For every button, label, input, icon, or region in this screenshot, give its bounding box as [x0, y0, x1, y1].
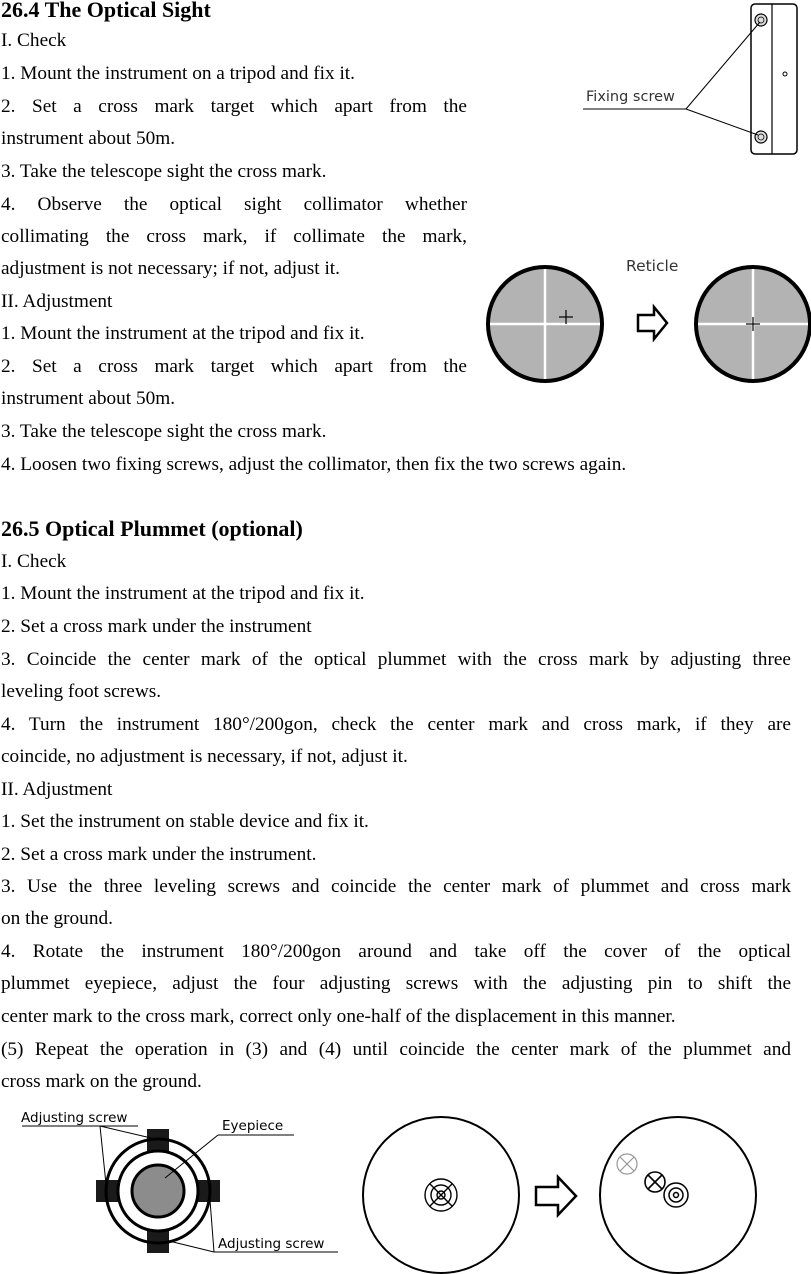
- paragraph-line: 4. Loosen two fixing screws, adjust the collimator, then fix the two screws again.: [1, 454, 627, 475]
- adjusting-screw-bottom-label: Adjusting screw: [218, 1236, 325, 1252]
- paragraph-line: center mark to the cross mark, correct only one-half of the displacement in this manner.: [1, 1006, 676, 1027]
- paragraph-line: on the ground.: [1, 908, 113, 929]
- reticle-label: Reticle: [626, 257, 679, 275]
- arrow-right-icon: [536, 1177, 576, 1215]
- fixing-screw-bottom: [755, 131, 767, 143]
- paragraph-line: 1. Mount the instrument at the tripod and fix it.: [1, 583, 365, 604]
- paragraph-line: plummet eyepiece, adjust the four adjusting screws with the adjusting pin to shift the: [1, 973, 791, 994]
- paragraph-line: 4. Observe the optical sight collimator whether: [1, 194, 467, 215]
- paragraph-line: cross mark on the ground.: [1, 1071, 202, 1092]
- paragraph-line: 2. Set a cross mark under the instrument.: [1, 844, 317, 865]
- paragraph-line: 4. Rotate the instrument 180°/200gon around and take off the cover of the optical: [1, 941, 791, 962]
- paragraph-line: 2. Set a cross mark target which apart from the: [1, 96, 467, 117]
- paragraph-line: 3. Use the three leveling screws and coincide the center mark of plummet and cross mark: [1, 876, 791, 897]
- paragraph-line: 3. Coincide the center mark of the optical plummet with the cross mark by adjusting three: [1, 649, 791, 670]
- optical-sight-figure: [580, 0, 811, 160]
- paragraph-line: instrument about 50m.: [1, 388, 176, 409]
- paragraph-line: (5) Repeat the operation in (3) and (4) until coincide the center mark of the plummet and: [1, 1039, 791, 1060]
- adjusting-screw-top-label: Adjusting screw: [21, 1110, 128, 1126]
- paragraph-line: 1. Set the instrument on stable device and fix it.: [1, 811, 369, 832]
- paragraph-line: coincide, no adjustment is necessary, if not, adjust it.: [1, 746, 408, 767]
- paragraph-line: 2. Set a cross mark target which apart from the: [1, 356, 467, 377]
- arrow-right-icon: [638, 307, 667, 339]
- fixing-screw-top: [755, 14, 767, 26]
- paragraph-line: instrument about 50m.: [1, 128, 176, 149]
- section-26-5-heading: 26.5 Optical Plummet (optional): [1, 516, 303, 541]
- check-title: I. Check: [1, 30, 67, 51]
- paragraph-line: 1. Mount the instrument on a tripod and fix it.: [1, 63, 355, 84]
- paragraph-line: 3. Take the telescope sight the cross mark.: [1, 421, 327, 442]
- adjustment-title: II. Adjustment: [1, 779, 113, 800]
- plummet-alignment-figure: [358, 1112, 758, 1274]
- paragraph-line: adjustment is not necessary; if not, adjust it.: [1, 258, 340, 279]
- fixing-screw-label: Fixing screw: [586, 89, 675, 105]
- section-26-4-heading: 26.4 The Optical Sight: [1, 0, 211, 22]
- paragraph-line: 1. Mount the instrument at the tripod and fix it.: [1, 323, 365, 344]
- adjustment-title: II. Adjustment: [1, 291, 113, 312]
- paragraph-line: collimating the cross mark, if collimate the mark,: [1, 226, 467, 247]
- eyepiece-lens: [132, 1165, 184, 1217]
- paragraph-line: 3. Take the telescope sight the cross mark.: [1, 161, 327, 182]
- paragraph-line: 2. Set a cross mark under the instrument: [1, 616, 312, 637]
- check-title: I. Check: [1, 551, 67, 572]
- eyepiece-label: Eyepiece: [222, 1118, 284, 1134]
- paragraph-line: leveling foot screws.: [1, 681, 162, 702]
- paragraph-line: 4. Turn the instrument 180°/200gon, check the center mark and cross mark, if they are: [1, 714, 791, 735]
